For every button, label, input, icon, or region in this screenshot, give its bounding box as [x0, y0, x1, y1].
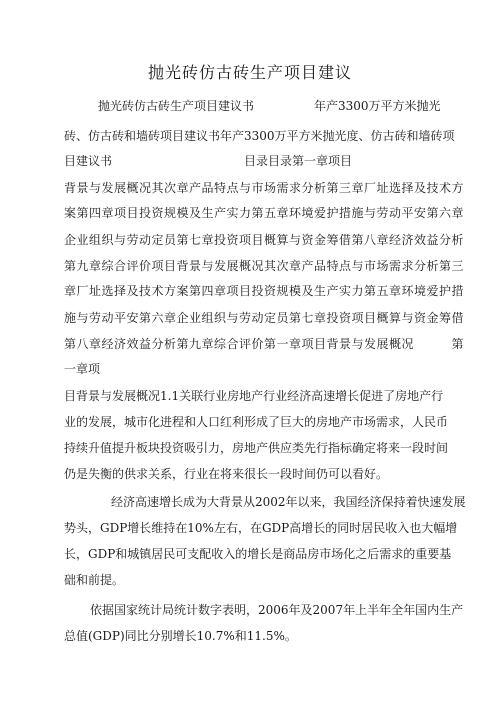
- text-line: 企业组织与劳动定员第七章投资项目概算与资金筹借第八章经济效益分析: [64, 233, 465, 247]
- text-line: 一章项: [64, 362, 101, 376]
- text-line: 目背景与发展概况1.1关联行业房地产行业经济高速增长促进了房地产行: [64, 389, 444, 403]
- text-line: 案第四章项目投资规模及生产实力第五章环境爱护措施与劳动平安第六章: [64, 206, 465, 220]
- text-line: 总值(GDP)同比分别增长10.7%和11.5%。: [64, 629, 297, 643]
- text-line: 长，GDP和城镇居民可支配收入的增长是商品房市场化之后需求的重要基: [64, 547, 452, 561]
- text-line: 目建议书 目录目录第一章项目: [64, 154, 353, 168]
- text-line: 势头，GDP增长维持在10%左右，在GDP高增长的同时居民收入也大幅增: [64, 521, 458, 535]
- text-line: 础和前提。: [64, 573, 125, 587]
- text-line: 持续升值提升板块投资吸引力，房地产供应类先行指标确定将来一段时间: [64, 441, 449, 455]
- text-line: 砖、仿古砖和墙砖项目建议书年产3300万平方米抛光度、仿古砖和墙砖项: [64, 129, 455, 143]
- text-line: 抛光砖仿古砖生产项目建议书 年产3300万平方米抛光: [98, 99, 441, 113]
- text-line: 业的发展，城市化进程和人口红利形成了巨大的房地产市场需求，人民币: [64, 415, 449, 429]
- text-line: 背景与发展概况其次章产品特点与市场需求分析第三章厂址选择及技术方: [64, 181, 465, 195]
- text-line: 第九章综合评价项目背景与发展概况其次章产品特点与市场需求分析第三: [64, 259, 465, 273]
- text-line: 仍是失衡的供求关系，行业在将来很长一段时间仍可以看好。: [64, 467, 389, 481]
- text-line: 章厂址选择及技术方案第四章项目投资规模及生产实力第五章环境爱护措: [64, 284, 465, 298]
- document-title: 抛光砖仿古砖生产项目建议: [147, 63, 352, 82]
- text-line: 依据国家统计局统计数字表明，2006年及2007年上半年全年国内生产: [90, 603, 464, 617]
- text-line: 第八章经济效益分析第九章综合评价第一章项目背景与发展概况 第: [64, 337, 465, 351]
- text-line: 经济高速增长成为大背景从2002年以来，我国经济保持着快速发展: [111, 495, 466, 509]
- text-line: 施与劳动平安第六章企业组织与劳动定员第七章投资项目概算与资金筹借: [64, 311, 465, 325]
